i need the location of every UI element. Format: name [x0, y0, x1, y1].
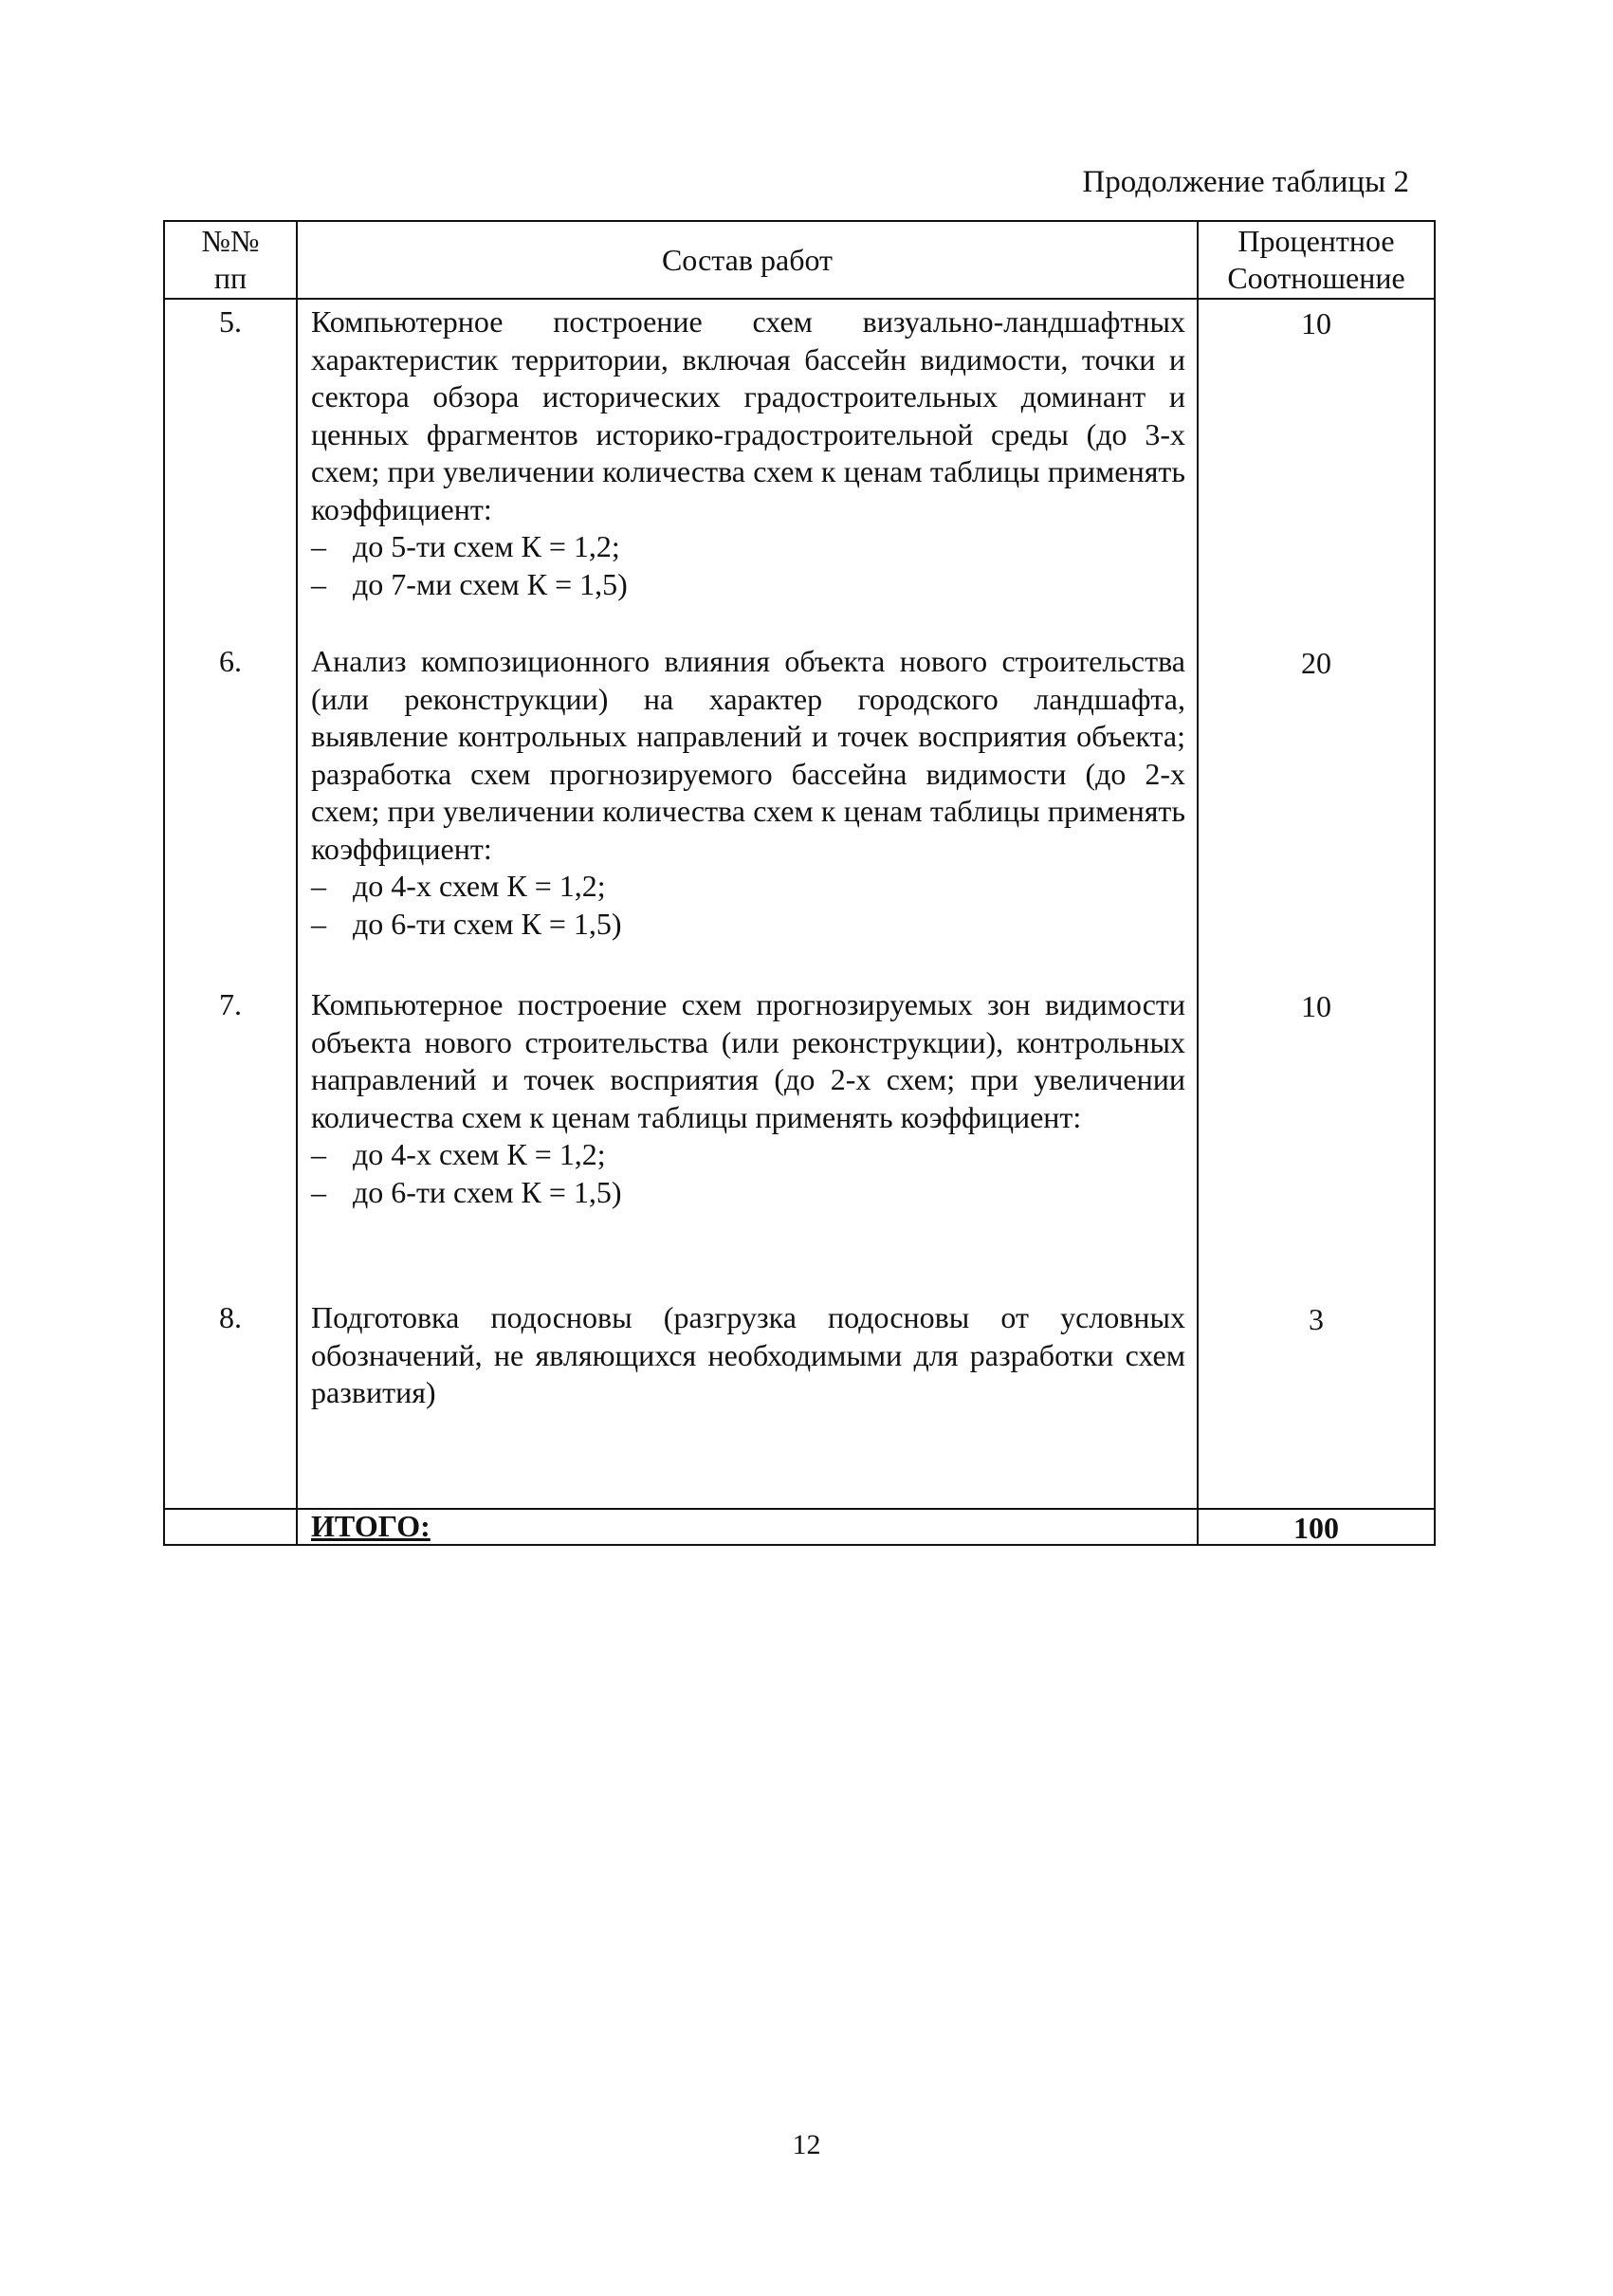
total-empty-cell: [164, 1509, 297, 1545]
header-percent: [1198, 221, 1435, 299]
table-continuation-caption: Продолжение таблицы 2: [1082, 165, 1409, 199]
row-number: 6.: [164, 639, 297, 983]
table: [163, 220, 1436, 1546]
dash-bullet: –: [311, 566, 326, 601]
coefficient-item: [311, 528, 1185, 566]
header-percent-line1: Процентное: [1237, 224, 1395, 258]
row-work-text: Компьютерное построение схем визуально-ландшафтных характеристик территории, включая бассейн видимости, точки и сектора обзора исторических градостроительных доминант и ценных фрагментов историко-градостроительной среды (до 3-х схем; при увеличении количества схем к ценам таблицы применять коэффициент:: [311, 304, 1185, 526]
coefficient-item: [311, 566, 1185, 604]
row-number: 5.: [164, 299, 297, 639]
dash-bullet: –: [311, 869, 326, 903]
table-row: [164, 1295, 1435, 1509]
dash-bullet: –: [311, 1137, 326, 1171]
coefficient-item-text: до 4-х схем К = 1,2;: [353, 869, 606, 903]
row-work-description: [297, 639, 1198, 983]
row-work-text: Подготовка подосновы (разгрузка подосновы от условных обозначений, не являющихся необходимыми для разработки схем развития): [311, 1300, 1185, 1409]
row-number: 8.: [164, 1295, 297, 1509]
row-percent: 10: [1198, 983, 1435, 1295]
total-value: 100: [1198, 1509, 1435, 1545]
dash-bullet: –: [311, 906, 326, 941]
coefficient-item-text: до 5-ти схем К = 1,2;: [353, 529, 620, 563]
row-work-description: [297, 299, 1198, 639]
table-row: [164, 299, 1435, 639]
coefficient-item-text: до 4-х схем К = 1,2;: [353, 1137, 606, 1171]
coefficient-item: [311, 906, 1185, 944]
coefficient-item-text: до 6-ти схем К = 1,5): [353, 1174, 622, 1209]
coefficient-item: [311, 868, 1185, 906]
total-label: ИТОГО:: [297, 1509, 1198, 1545]
row-work-text: Компьютерное построение схем прогнозируемых зон видимости объекта нового строительства (или реконструкции), контрольных направлений и точек восприятия (до 2-х схем; при увеличении количества схем к ценам таблицы применять коэффициент:: [311, 987, 1185, 1134]
row-work-text: Анализ композиционного влияния объекта нового строительства (или реконструкции) на характер городского ландшафта, выявление контрольных направлений и точек восприятия объекта; разработка схем прогнозируемого бассейна видимости (до 2-х схем; при увеличении количества схем к ценам таблицы применять коэффициент:: [311, 644, 1185, 866]
header-work-label: Состав работ: [661, 242, 834, 277]
coefficient-item-text: до 7-ми схем К = 1,5): [353, 566, 628, 601]
page-number: 12: [792, 2129, 821, 2160]
header-percent-line2: Соотношение: [1227, 261, 1405, 295]
row-number: 7.: [164, 983, 297, 1295]
coefficient-item: [311, 1136, 1185, 1174]
work-composition-table: [163, 220, 1434, 1546]
coefficient-item: [311, 1174, 1185, 1212]
header-number: [164, 221, 297, 299]
header-number-line2: пп: [213, 261, 247, 295]
total-row: [164, 1509, 1435, 1545]
header-work: [297, 221, 1198, 299]
row-percent: 10: [1198, 299, 1435, 639]
row-percent: 20: [1198, 639, 1435, 983]
dash-bullet: –: [311, 1174, 326, 1209]
header-number-line1: №№: [201, 224, 260, 258]
table-row: [164, 983, 1435, 1295]
dash-bullet: –: [311, 529, 326, 563]
coefficient-item-text: до 6-ти схем К = 1,5): [353, 906, 622, 941]
table-row: [164, 639, 1435, 983]
row-percent: 3: [1198, 1295, 1435, 1509]
row-work-description: [297, 983, 1198, 1295]
table-header-row: [164, 221, 1435, 299]
row-work-description: [297, 1295, 1198, 1509]
